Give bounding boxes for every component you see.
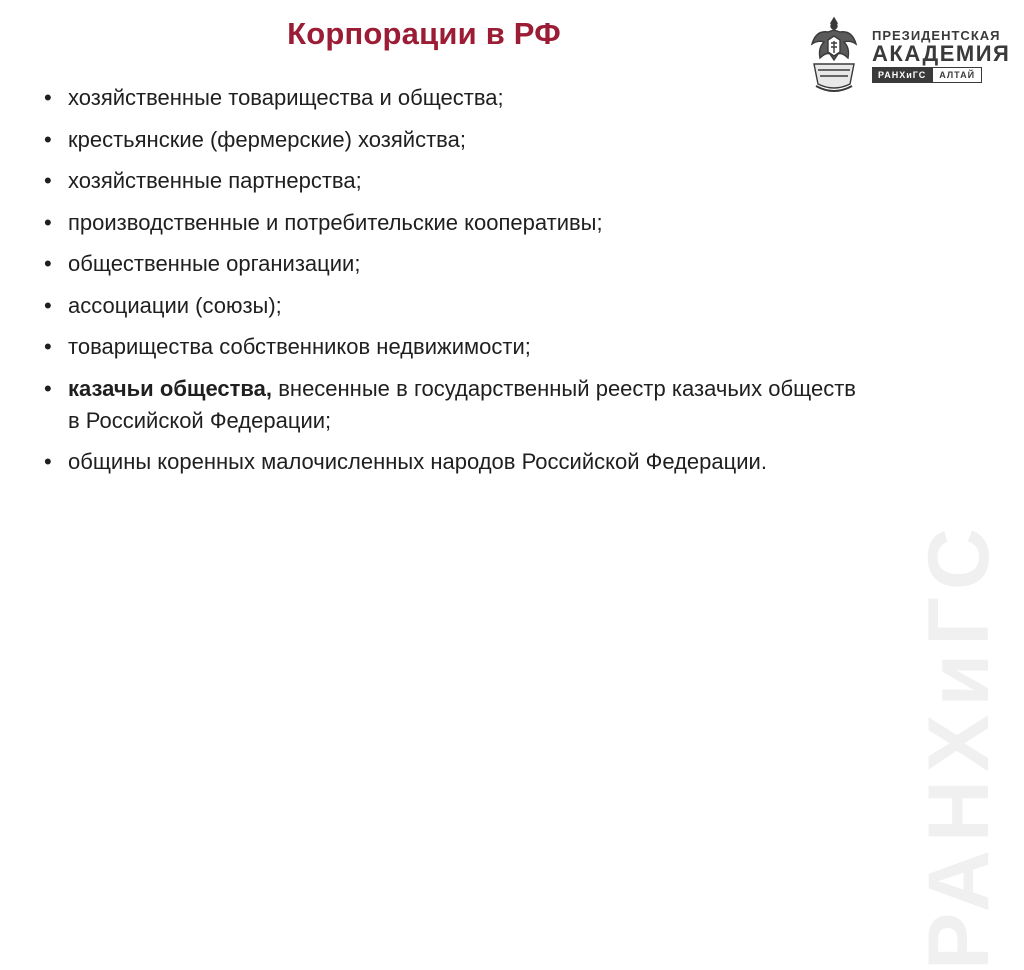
list-item: [44, 82, 856, 114]
list-item: [44, 165, 856, 197]
bullet-icon: •: [44, 292, 52, 318]
list-item-text: крестьянские (фермерские) хозяйства;: [68, 126, 466, 152]
list-item: [44, 331, 856, 363]
bullet-icon: •: [44, 209, 52, 235]
logo-badge-ranepa: РАНХиГС: [872, 67, 932, 83]
list-item: [44, 446, 856, 478]
corporation-types-list: [44, 82, 856, 488]
list-item: [44, 290, 856, 322]
list-item-text: общественные организации;: [68, 251, 361, 276]
list-item-text: ассоциации (союзы);: [68, 292, 282, 318]
watermark-text: РАНХиГС: [911, 520, 1007, 970]
bullet-icon: •: [44, 251, 52, 276]
bullet-icon: •: [44, 449, 52, 474]
bullet-icon: •: [44, 126, 52, 152]
list-item: [44, 207, 856, 239]
bullet-icon: •: [44, 85, 52, 110]
logo-badge-altai: АЛТАЙ: [932, 67, 982, 83]
logo-line-2: АКАДЕМИЯ: [872, 41, 1011, 66]
list-item-text: внесенные в государственный реестр казачьих обществ в Российской Федерации;: [68, 375, 856, 433]
bullet-icon: •: [44, 375, 52, 401]
list-item-text: товарищества собственников недвижимости;: [68, 334, 531, 359]
slide-title: Корпорации в РФ: [287, 16, 561, 51]
list-item-bold-text: казачьи общества,: [68, 375, 273, 401]
logo-badges: [872, 67, 982, 83]
list-item-text: хозяйственные партнерства;: [68, 168, 362, 193]
list-item: [44, 124, 856, 156]
list-item: [44, 248, 856, 280]
bullet-icon: •: [44, 334, 52, 359]
list-item-text: хозяйственные товарищества и общества;: [68, 85, 504, 110]
logo-line-1: ПРЕЗИДЕНТСКАЯ: [872, 28, 1001, 43]
list-item-text: производственные и потребительские кооперативы;: [68, 209, 603, 235]
bullet-icon: •: [44, 168, 52, 193]
list-item: [44, 373, 856, 437]
list-item-text: общины коренных малочисленных народов Российской Федерации.: [68, 449, 767, 474]
